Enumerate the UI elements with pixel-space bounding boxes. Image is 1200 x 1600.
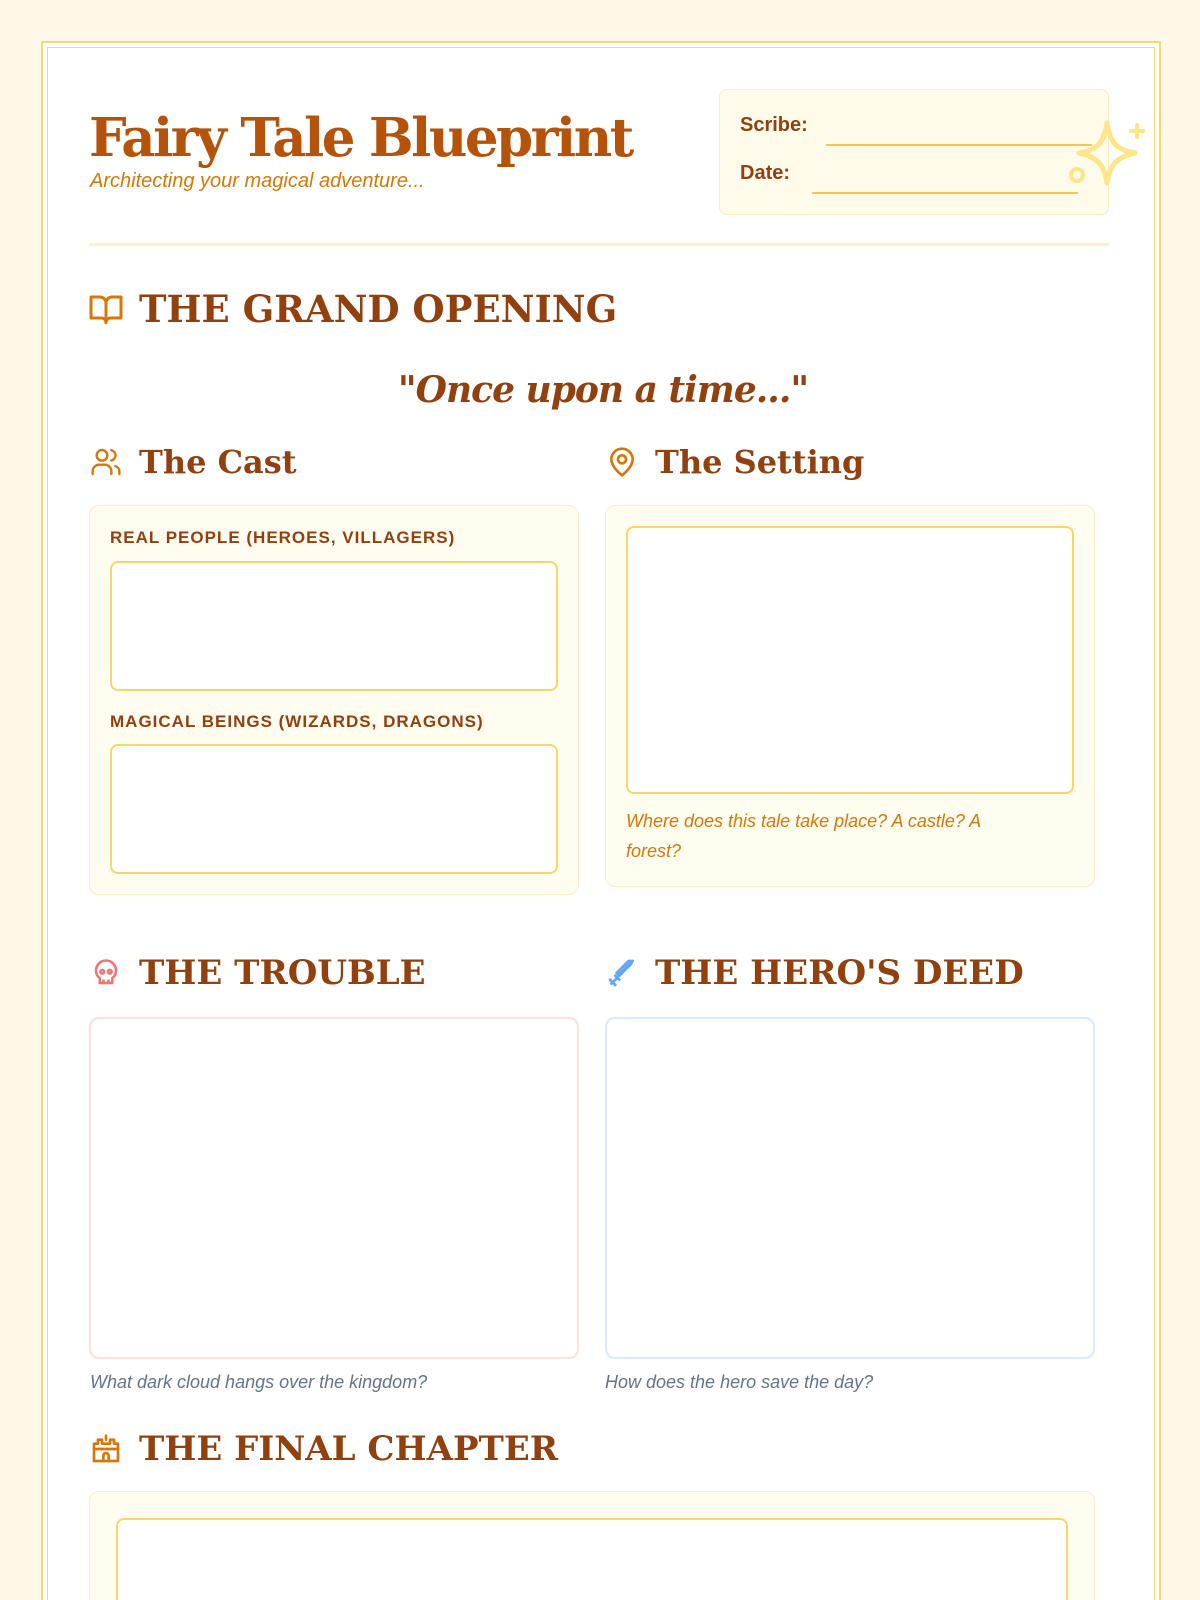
section-deed-heading [603, 953, 1024, 993]
castle-icon [87, 1430, 125, 1468]
map-pin-icon [603, 443, 641, 481]
scribe-label: Scribe: [740, 114, 808, 136]
cast-heading-text: The Cast [139, 443, 297, 481]
deed-field[interactable] [605, 1017, 1095, 1359]
cast-panel [89, 505, 579, 895]
real-people-label: REAL PEOPLE (HEROES, VILLAGERS) [110, 528, 456, 547]
book-open-icon [87, 290, 125, 328]
deed-heading-text: THE HERO'S DEED [655, 953, 1024, 993]
skull-icon [87, 954, 125, 992]
setting-hint-line2: forest? [626, 841, 682, 861]
section-final-heading [87, 1429, 558, 1469]
section-cast-heading [87, 443, 297, 481]
setting-heading-text: The Setting [655, 443, 865, 481]
final-panel [89, 1491, 1095, 1600]
opening-quote: "Once upon a time..." [397, 369, 809, 411]
section-setting-heading [603, 443, 864, 481]
trouble-field[interactable] [89, 1017, 579, 1359]
date-field[interactable] [812, 192, 1078, 194]
final-heading-text: THE FINAL CHAPTER [139, 1429, 559, 1469]
setting-panel [605, 505, 1095, 887]
sparkles-icon [1065, 117, 1155, 197]
users-icon [87, 443, 125, 481]
final-field[interactable] [116, 1518, 1068, 1600]
worksheet-page [41, 41, 1161, 1600]
scribe-field[interactable] [826, 144, 1092, 146]
magical-beings-label: MAGICAL BEINGS (WIZARDS, DRAGONS) [110, 712, 484, 731]
magical-beings-field[interactable] [110, 744, 558, 874]
sword-icon [603, 954, 641, 992]
page-subtitle: Architecting your magical adventure... [90, 170, 425, 192]
setting-hint-line1: Where does this tale take place? A castle? A [626, 811, 982, 831]
setting-hint [626, 806, 981, 866]
real-people-field[interactable] [110, 561, 558, 691]
setting-field[interactable] [626, 526, 1074, 794]
section-opening-heading [87, 287, 617, 331]
date-label: Date: [740, 162, 791, 184]
opening-heading-text: THE GRAND OPENING [139, 287, 618, 331]
trouble-heading-text: THE TROUBLE [139, 953, 426, 993]
page-title: Fairy Tale Blueprint [89, 107, 632, 169]
meta-box [719, 89, 1109, 215]
trouble-hint: What dark cloud hangs over the kingdom? [90, 1372, 428, 1392]
section-trouble-heading [87, 953, 426, 993]
deed-hint: How does the hero save the day? [605, 1372, 874, 1392]
header-divider [89, 243, 1109, 246]
